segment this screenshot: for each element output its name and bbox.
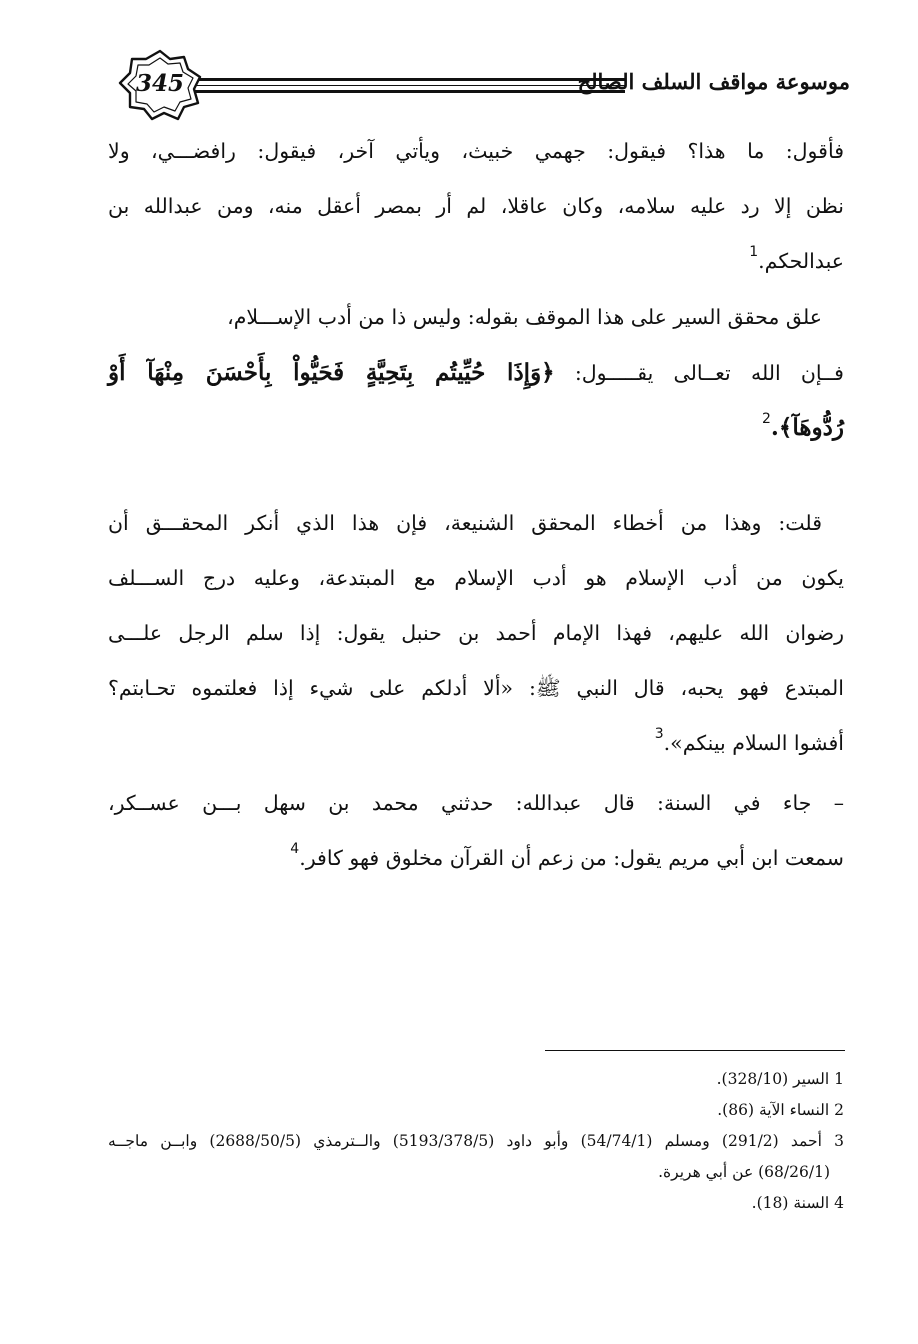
- page-number: 345: [135, 70, 184, 97]
- text-line-content: فــإن الله تعــالى يقـــــول:: [554, 361, 844, 385]
- text-line-content: عبدالحكم.: [758, 249, 844, 273]
- footnote-divider: [545, 1050, 845, 1051]
- text-line: [108, 716, 844, 771]
- text-line: نظن إلا رد عليه سلامه، وكان عاقلا، لم أر بمصر أعقل منه، ومن عبدالله بن: [108, 194, 844, 218]
- header-rule: [178, 78, 625, 94]
- paragraph: [108, 496, 844, 771]
- text-line: [108, 234, 844, 289]
- footnote: 2 النساء الآية (86).: [717, 1101, 844, 1119]
- footnote: 1 السير (328/10).: [716, 1070, 844, 1088]
- footnote-ref: 2: [762, 411, 771, 427]
- paragraph: [108, 776, 844, 886]
- text-line: [108, 400, 844, 455]
- text-line: فأقول: ما هذا؟ فيقول: جهمي خبيث، ويأتي آخر، فيقول: رافضـــي، ولا: [108, 139, 844, 163]
- text-line: يكون من أدب الإسلام هو أدب الإسلام مع المبتدعة، وعليه درج الســـلف: [108, 566, 844, 590]
- footnote-ref: 4: [290, 841, 300, 857]
- paragraph: [108, 290, 844, 455]
- text-line: رضوان الله عليهم، فهذا الإمام أحمد بن حنبل يقول: إذا سلم الرجل علـــى: [108, 621, 844, 645]
- footnote: 3 أحمد (291/2) ومسلم (54/74/1) وأبو داود (5193/378/5) والــترمذي (2688/50/5) وابــن ماجــه: [108, 1132, 844, 1150]
- footnote-ref: 3: [654, 726, 664, 742]
- footnote: 4 السنة (18).: [751, 1194, 844, 1212]
- footnote-ref: 1: [749, 244, 759, 260]
- text-line: المبتدع فهو يحبه، قال النبي ﷺ: «ألا أدلكم على شيء إذا فعلتموه تحـابتم؟: [108, 676, 844, 700]
- text-line: علق محقق السير على هذا الموقف بقوله: وليس ذا من أدب الإســـلام،: [227, 305, 822, 329]
- quran-verse: ﴿وَإِذَا حُيِّيتُم بِتَحِيَّةٍ فَحَيُّواْ بِأَحْسَنَ مِنْهَآ أَوْ: [108, 359, 555, 386]
- text-line: [108, 345, 844, 400]
- text-line: [108, 831, 844, 886]
- paragraph: [108, 124, 844, 289]
- text-line-content: سمعت ابن أبي مريم يقول: من زعم أن القرآن مخلوق فهو كافر.: [299, 846, 844, 870]
- quran-verse: رُدُّوهَآ﴾.: [770, 414, 844, 441]
- text-line-content: أفشوا السلام بينكم».: [663, 731, 844, 755]
- running-title: موسوعة مواقف السلف الصالح: [577, 69, 850, 94]
- footnotes: [108, 1064, 844, 1219]
- page-header: [110, 44, 850, 126]
- text-line: قلت: وهذا من أخطاء المحقق الشنيعة، فإن هذا الذي أنكر المحقـــق أن: [108, 511, 822, 535]
- footnote: (68/26/1) عن أبي هريرة.: [658, 1163, 830, 1181]
- text-line: – جاء في السنة: قال عبدالله: حدثني محمد بن سهل بـــن عســكر،: [108, 791, 844, 815]
